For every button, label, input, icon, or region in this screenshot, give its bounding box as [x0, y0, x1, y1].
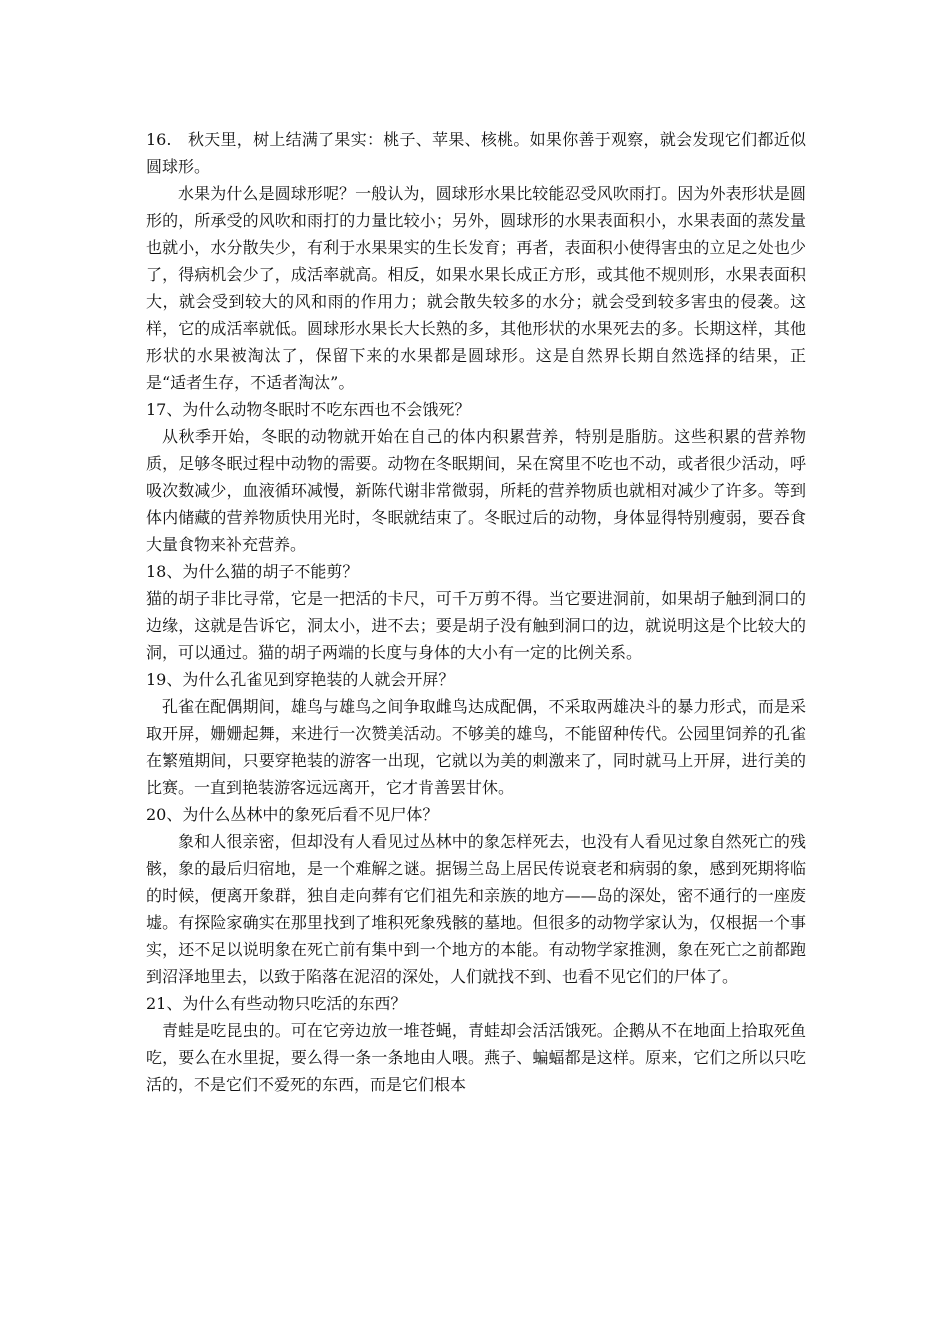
paragraph-18-answer: 猫的胡子非比寻常，它是一把活的卡尺，可千万剪不得。当它要进洞前，如果胡子触到洞口的边缘，这就是告诉它，洞太小，进不去；要是胡子没有触到洞口的边，就说明这是个比较大的洞，可以通过。猫的胡子两端的长度与身体的大小有一定的比例关系。: [146, 589, 806, 662]
paragraph-21-answer: 青蛙是吃昆虫的。可在它旁边放一堆苍蝇，青蛙却会活活饿死。企鹅从不在地面上拾取死鱼吃，要么在水里捉，要么得一条一条地由人喂。燕子、蝙蝠都是这样。原来，它们之所以只吃活的，不是它们不爱死的东西，而是它们根本: [146, 1021, 806, 1094]
question-20-heading: 20、为什么丛林中的象死后看不见尸体？: [146, 805, 439, 824]
paragraph-20-answer: 象和人很亲密，但却没有人看见过丛林中的象怎样死去，也没有人看见过象自然死亡的残骸，象的最后归宿地，是一个难解之谜。据锡兰岛上居民传说衰老和病弱的象，感到死期将临的时候，便离开象群，独自走向葬有它们祖先和亲族的地方——岛的深处，密不通行的一座废墟。有探险家确实在那里找到了堆积死象残骸的墓地。但很多的动物学家认为，仅根据一个事实，还不足以说明象在死亡前有集中到一个地方的本能。有动物学家推测，象在死亡之前都跑到沼泽地里去，以致于陷落在泥沼的深处，人们就找不到、也看不见它们的尸体了。: [146, 832, 806, 986]
paragraph-19-answer: 孔雀在配偶期间，雄鸟与雄鸟之间争取雌鸟达成配偶，不采取两雄决斗的暴力形式，而是采取开屏，姗姗起舞，来进行一次赞美活动。不够美的雄鸟，不能留种传代。公园里饲养的孔雀在繁殖期间，只要穿艳装的游客一出现，它就以为美的刺激来了，同时就马上开屏，进行美的比赛。一直到艳装游客远远离开，它才肯善罢甘休。: [146, 697, 806, 797]
paragraph-16-intro: 16. 秋天里，树上结满了果实：桃子、苹果、核桃。如果你善于观察，就会发现它们都近似圆球形。: [146, 130, 806, 176]
question-19-heading: 19、为什么孔雀见到穿艳装的人就会开屏？: [146, 670, 455, 689]
question-17-heading: 17、为什么动物冬眠时不吃东西也不会饿死？: [146, 400, 471, 419]
question-18-heading: 18、为什么猫的胡子不能剪？: [146, 562, 359, 581]
paragraph-17-answer: 从秋季开始，冬眠的动物就开始在自己的体内积累营养，特别是脂肪。这些积累的营养物质，足够冬眠过程中动物的需要。动物在冬眠期间，呆在窝里不吃也不动，或者很少活动，呼吸次数减少，血液循环减慢，新陈代谢非常微弱，所耗的营养物质也就相对减少了许多。等到体内储藏的营养物质快用光时，冬眠就结束了。冬眠过后的动物，身体显得特别瘦弱，要吞食大量食物来补充营养。: [146, 427, 806, 554]
question-21-heading: 21、为什么有些动物只吃活的东西？: [146, 994, 407, 1013]
document-body: [146, 126, 806, 1098]
paragraph-16-answer: 水果为什么是圆球形呢？一般认为，圆球形水果比较能忍受风吹雨打。因为外表形状是圆形的，所承受的风吹和雨打的力量比较小；另外，圆球形的水果表面积小，水果表面的蒸发量也就小，水分散失少，有利于水果果实的生长发育；再者，表面积小使得害虫的立足之处也少了，得病机会少了，成活率就高。相反，如果水果长成正方形，或其他不规则形，水果表面积大，就会受到较大的风和雨的作用力；就会散失较多的水分；就会受到较多害虫的侵袭。这样，它的成活率就低。圆球形水果长大长熟的多，其他形状的水果死去的多。长期这样，其他形状的水果被淘汰了，保留下来的水果都是圆球形。这是自然界长期自然选择的结果，正是“适者生存，不适者淘汰”。: [146, 184, 806, 392]
